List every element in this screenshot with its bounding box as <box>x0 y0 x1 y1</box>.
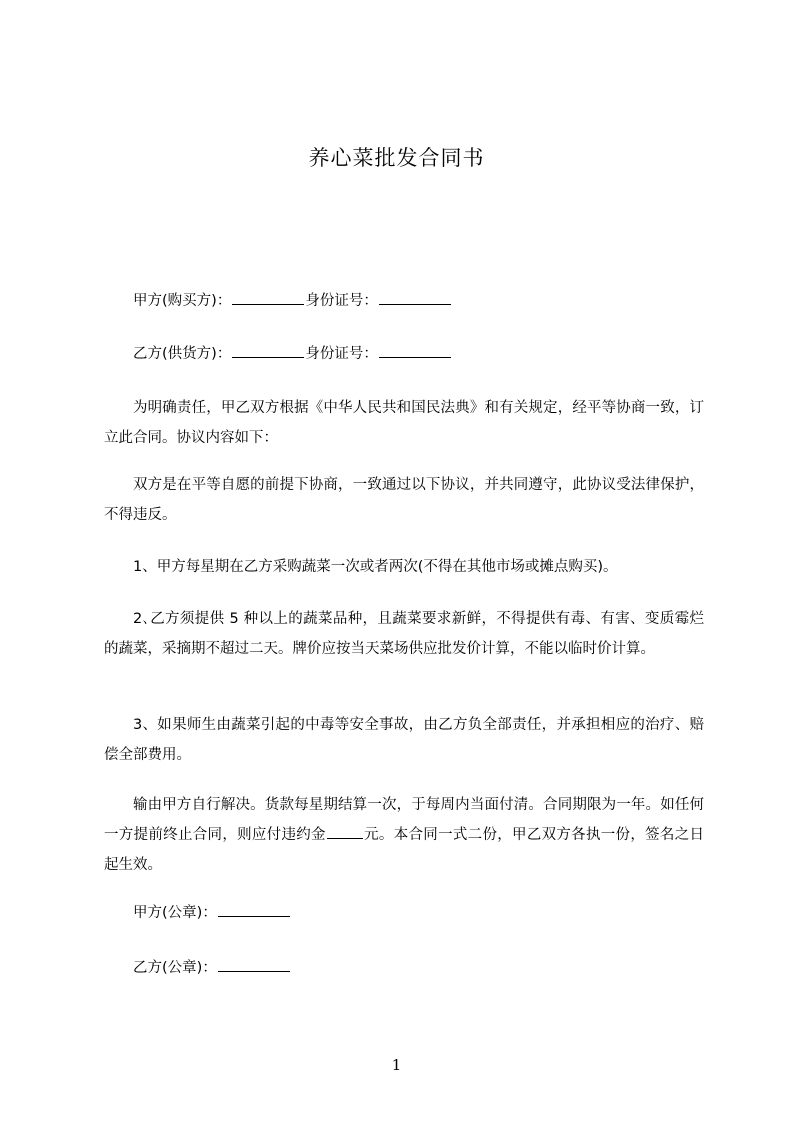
party-b-seal-blank[interactable] <box>218 955 290 972</box>
party-b-seal-line <box>104 953 704 983</box>
party-b-id-label: 身份证号： <box>305 346 378 362</box>
party-a-seal-blank[interactable] <box>218 900 290 917</box>
party-a-line <box>104 286 704 316</box>
party-a-id-label: 身份证号： <box>305 293 378 309</box>
document-title: 养心菜批发合同书 <box>308 146 485 170</box>
clause-2: 2､乙方须提供 5 种以上的蔬菜品种，且蔬菜要求新鲜，不得提供有毒、有害、变质霉烂的蔬菜，采摘期不超过二天。牌价应按当天菜场供应批发价计算，不能以临时价计算。 <box>104 611 704 657</box>
party-b-label: 乙方(供货方)： <box>133 346 232 362</box>
party-b-name-blank[interactable] <box>232 341 304 358</box>
payment-paragraph <box>104 790 704 880</box>
payment-text-part1: 输由甲方自行解决。货款每星期结算一次，于每周内当面付清。合同期限为一年。如任何一方提前终止合同，则应付违约金 <box>104 797 704 843</box>
payment-text-part2: 元。本合同一式二份，甲乙双方各执一份，签名之日起生效。 <box>104 827 704 873</box>
party-a-id-blank[interactable] <box>379 288 451 305</box>
party-b-line <box>104 339 704 369</box>
party-a-name-blank[interactable] <box>232 288 304 305</box>
clause-3: 3、如果师生由蔬菜引起的中毒等安全事故，由乙方负全部责任，并承担相应的治疗、赔偿全部费用。 <box>104 717 704 763</box>
penalty-amount-blank[interactable] <box>327 822 363 839</box>
party-b-seal-label: 乙方(公章)： <box>133 960 217 976</box>
party-a-label: 甲方(购买方)： <box>133 293 232 309</box>
page-number: 1 <box>391 1056 402 1074</box>
clause-1: 1、甲方每星期在乙方采购蔬菜一次或者两次(不得在其他市场或摊点购买)。 <box>133 559 618 575</box>
party-b-id-blank[interactable] <box>379 341 451 358</box>
principle-paragraph: 双方是在平等自愿的前提下协商，一致通过以下协议，并共同遵守，此协议受法律保护，不得违反。 <box>104 477 704 523</box>
intro-paragraph: 为明确责任，甲乙双方根据《中华人民共和国民法典》和有关规定，经平等协商一致，订立此合同。协议内容如下： <box>104 400 704 446</box>
party-a-seal-line <box>104 898 704 928</box>
party-a-seal-label: 甲方(公章)： <box>133 905 217 921</box>
